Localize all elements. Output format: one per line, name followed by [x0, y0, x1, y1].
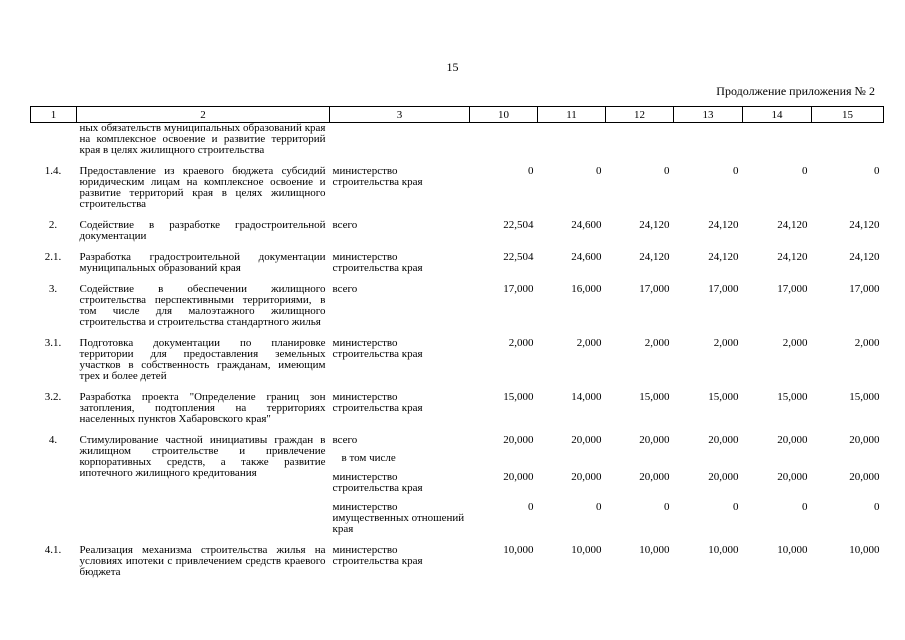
row-description: Подготовка документации по планировке территории для предоставления земельных участков в собственность гражданам, имеющим трех и более детей — [79, 337, 326, 382]
row-value: 20,000 — [503, 434, 534, 446]
row-number: 2. — [48, 219, 58, 231]
row-description: Реализация механизма строительства жилья на условиях ипотеки с привлечением средств краевого бюджета — [79, 544, 326, 578]
row-value: 14,000 — [571, 391, 602, 403]
row-executor: всего — [332, 219, 358, 231]
row-executor: всего — [332, 434, 358, 446]
row-executor: в том числе — [341, 452, 396, 464]
row-value: 0 — [596, 501, 602, 513]
row-value — [743, 123, 812, 157]
row-value — [538, 446, 606, 464]
row-value — [674, 123, 743, 157]
column-header: 3 — [330, 107, 470, 123]
table-row — [31, 220, 884, 242]
row-value: 15,000 — [503, 391, 534, 403]
row-value — [606, 123, 674, 157]
row-value: 20,000 — [571, 434, 602, 446]
row-value: 17,000 — [503, 283, 534, 295]
table-row — [31, 545, 884, 578]
row-value: 20,000 — [571, 471, 602, 483]
row-value: 15,000 — [708, 391, 739, 403]
column-header: 12 — [606, 107, 674, 123]
row-value — [538, 123, 606, 157]
table-row — [31, 284, 884, 328]
row-value: 0 — [802, 501, 808, 513]
row-value: 24,120 — [708, 251, 739, 263]
row-value: 20,000 — [777, 471, 808, 483]
row-value: 10,000 — [639, 544, 670, 556]
row-value: 24,600 — [571, 251, 602, 263]
row-value — [674, 446, 743, 464]
row-value: 15,000 — [639, 391, 670, 403]
column-header: 2 — [77, 107, 330, 123]
row-value: 0 — [596, 165, 602, 177]
row-value: 0 — [874, 165, 880, 177]
row-number: 4. — [48, 434, 58, 446]
row-value: 24,120 — [849, 219, 880, 231]
row-value: 15,000 — [849, 391, 880, 403]
row-value: 0 — [664, 165, 670, 177]
row-number — [31, 123, 77, 157]
row-description: Содействие в обеспечении жилищного строительства перспективными территориями, в том числе для малоэтажного жилищного строительства и строительства стандартного жилья — [79, 283, 326, 328]
row-value: 0 — [733, 501, 739, 513]
row-number: 1.4. — [44, 165, 62, 177]
table-row — [31, 252, 884, 274]
row-number: 3.1. — [44, 337, 62, 349]
row-value — [470, 123, 538, 157]
table-row — [31, 166, 884, 210]
row-value: 2,000 — [782, 337, 808, 349]
row-description: Разработка проекта "Определение границ зон затопления, подтопления на территориях населенных пунктов Хабаровского края" — [79, 391, 326, 425]
row-value: 15,000 — [777, 391, 808, 403]
row-value — [743, 446, 812, 464]
row-value: 0 — [733, 165, 739, 177]
column-header: 13 — [674, 107, 743, 123]
row-value: 22,504 — [503, 219, 534, 231]
row-value: 20,000 — [708, 434, 739, 446]
row-value: 24,120 — [777, 219, 808, 231]
row-value: 22,504 — [503, 251, 534, 263]
column-header: 10 — [470, 107, 538, 123]
row-value: 2,000 — [854, 337, 880, 349]
continuation-label: Продолжение приложения № 2 — [716, 84, 875, 98]
row-value: 17,000 — [777, 283, 808, 295]
row-value: 16,000 — [571, 283, 602, 295]
column-header: 11 — [538, 107, 606, 123]
row-number: 3. — [48, 283, 58, 295]
table-row — [31, 123, 884, 157]
column-header: 15 — [812, 107, 884, 123]
row-value: 10,000 — [777, 544, 808, 556]
row-description: Разработка градостроительной документации муниципальных образований края — [79, 251, 326, 274]
row-value: 17,000 — [639, 283, 670, 295]
row-executor — [330, 123, 470, 157]
row-value: 24,120 — [639, 251, 670, 263]
row-value: 20,000 — [849, 434, 880, 446]
row-executor: министерство имущественных отношений края — [332, 501, 465, 535]
row-value — [470, 446, 538, 464]
page-number: 15 — [446, 60, 459, 74]
row-description: ных обязательств муниципальных образований края на комплексное освоение и развитие территорий края в целях жилищного строительства — [79, 122, 326, 156]
table-row — [31, 338, 884, 382]
row-executor: всего — [332, 283, 358, 295]
row-value: 20,000 — [639, 471, 670, 483]
row-value: 10,000 — [503, 544, 534, 556]
table-row — [31, 435, 884, 446]
budget-table — [30, 106, 884, 578]
row-value: 2,000 — [576, 337, 602, 349]
row-value — [812, 123, 884, 157]
row-value: 2,000 — [713, 337, 739, 349]
row-number: 2.1. — [44, 251, 62, 263]
row-value: 17,000 — [849, 283, 880, 295]
row-executor: министерство строительства края — [332, 391, 423, 414]
row-value: 24,120 — [849, 251, 880, 263]
row-value: 2,000 — [644, 337, 670, 349]
row-number: 4.1. — [44, 544, 62, 556]
row-description: Стимулирование частной инициативы граждан в жилищном строительстве и привлечение корпоративных средств, а также развитие ипотечного жилищного кредитования — [79, 434, 326, 479]
row-value: 20,000 — [639, 434, 670, 446]
row-executor: министерство строительства края — [332, 337, 423, 360]
row-value: 20,000 — [708, 471, 739, 483]
row-executor: министерство строительства края — [332, 544, 423, 567]
header-row — [31, 107, 884, 123]
row-value: 0 — [874, 501, 880, 513]
row-value: 0 — [528, 165, 534, 177]
row-value: 0 — [528, 501, 534, 513]
row-value: 20,000 — [849, 471, 880, 483]
row-executor: министерство строительства края — [332, 471, 423, 494]
column-header: 1 — [31, 107, 77, 123]
row-executor: министерство строительства края — [332, 165, 423, 188]
row-number: 3.2. — [44, 391, 62, 403]
row-description: Содействие в разработке градостроительной документации — [79, 219, 326, 242]
column-header: 14 — [743, 107, 812, 123]
row-executor: министерство строительства края — [332, 251, 423, 274]
row-value: 0 — [802, 165, 808, 177]
row-value: 2,000 — [508, 337, 534, 349]
row-description: Предоставление из краевого бюджета субсидий юридическим лицам на комплексное освоение и развитие территорий края в целях жилищного строительства — [79, 165, 326, 210]
row-value: 10,000 — [571, 544, 602, 556]
row-value: 10,000 — [849, 544, 880, 556]
row-value — [812, 446, 884, 464]
row-value: 10,000 — [708, 544, 739, 556]
row-value: 24,600 — [571, 219, 602, 231]
row-value: 24,120 — [639, 219, 670, 231]
table-row — [31, 392, 884, 425]
row-value — [606, 446, 674, 464]
row-value: 0 — [664, 501, 670, 513]
row-value: 24,120 — [777, 251, 808, 263]
row-value: 24,120 — [708, 219, 739, 231]
row-value: 17,000 — [708, 283, 739, 295]
row-value: 20,000 — [503, 471, 534, 483]
row-value: 20,000 — [777, 434, 808, 446]
